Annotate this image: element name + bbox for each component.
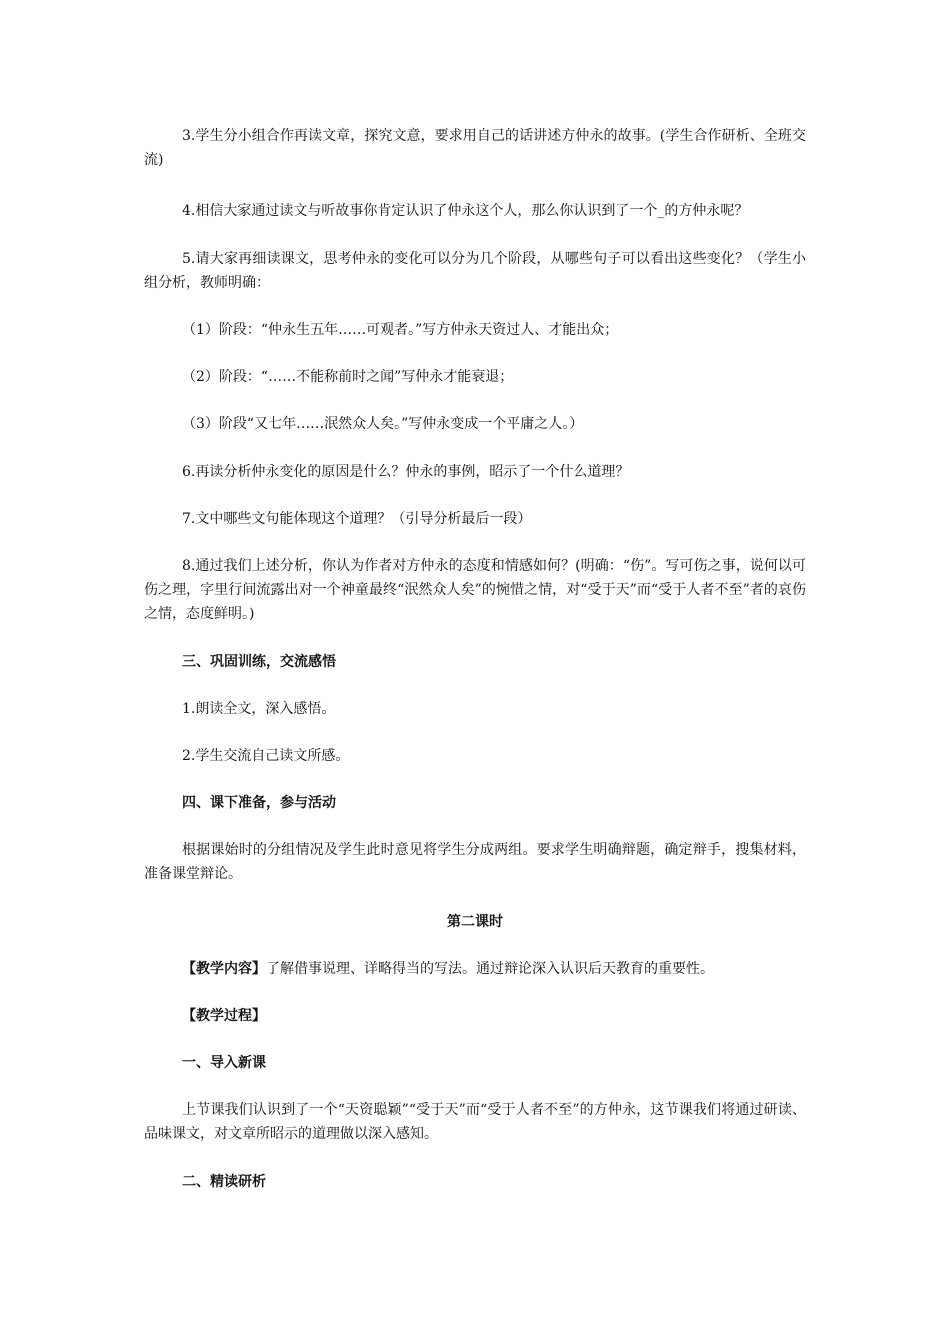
section-2-heading: 二、精读研析 [182,1174,266,1190]
stage-2-text: （2）阶段：“……不能称前时之闻”写仲永才能衰退； [182,369,514,385]
intro-paragraph: 上节课我们认识到了一个“天资聪颖”“受于天”而“受于人者不至”的方仲永，这节课我们将通过研读、品味课文，对文章所昭示的道理做以深入感知。 [144,1102,806,1142]
step-7-paragraph: 7.文中哪些文句能体现这个道理？（引导分析最后一段） [182,511,532,527]
step-3-paragraph: 3.学生分小组合作再读文章，探究文意，要求用自己的话讲述方仲永的故事。(学生合作研析、全班交流) [144,128,806,168]
stage-3-text: （3）阶段“又七年……泯然众人矣。”写仲永变成一个平庸之人。） [182,416,584,432]
consolidate-item-2: 2.学生交流自己读文所感。 [182,748,350,764]
stage-1-text: （1）阶段：“仲永生五年……可观者。”写方仲永天资过人、才能出众； [182,322,619,338]
step-4-paragraph: 4.相信大家通过读文与听故事你肯定认识了仲永这个人，那么你认识到了一个_的方仲永呢？ [182,203,749,219]
teaching-content-text: 了解借事说理、详略得当的写法。通过辩论深入认识后天教育的重要性。 [266,961,714,977]
step-6-paragraph: 6.再读分析仲永变化的原因是什么？仲永的事例，昭示了一个什么道理？ [182,464,630,480]
section-3-heading: 三、巩固训练，交流感悟 [182,654,336,670]
preparation-paragraph: 根据课始时的分组情况及学生此时意见将学生分成两组。要求学生明确辩题，确定辩手，搜集材料，准备课堂辩论。 [144,842,806,882]
teaching-content-paragraph [144,957,806,981]
teaching-content-label: 【教学内容】 [182,961,266,977]
lesson-2-title: 第二课时 [447,914,503,930]
step-8-paragraph: 8.通过我们上述分析，你认为作者对方仲永的态度和情感如何？(明确：“伤”。写可伤之事，说何以可伤之理，字里行间流露出对一个神童最终“泯然众人矣”的惋惜之情，对“受于天”而“受于人者不至”者的哀伤之情，态度鲜明。) [144,558,806,622]
section-1-heading: 一、导入新课 [182,1055,266,1071]
step-5-paragraph: 5.请大家再细读课文，思考仲永的变化可以分为几个阶段，从哪些句子可以看出这些变化？（学生小组分析，教师明确： [144,251,806,291]
consolidate-item-1: 1.朗读全文，深入感悟。 [182,701,336,717]
section-4-heading: 四、课下准备，参与活动 [182,795,336,811]
teaching-process-label: 【教学过程】 [182,1008,266,1024]
